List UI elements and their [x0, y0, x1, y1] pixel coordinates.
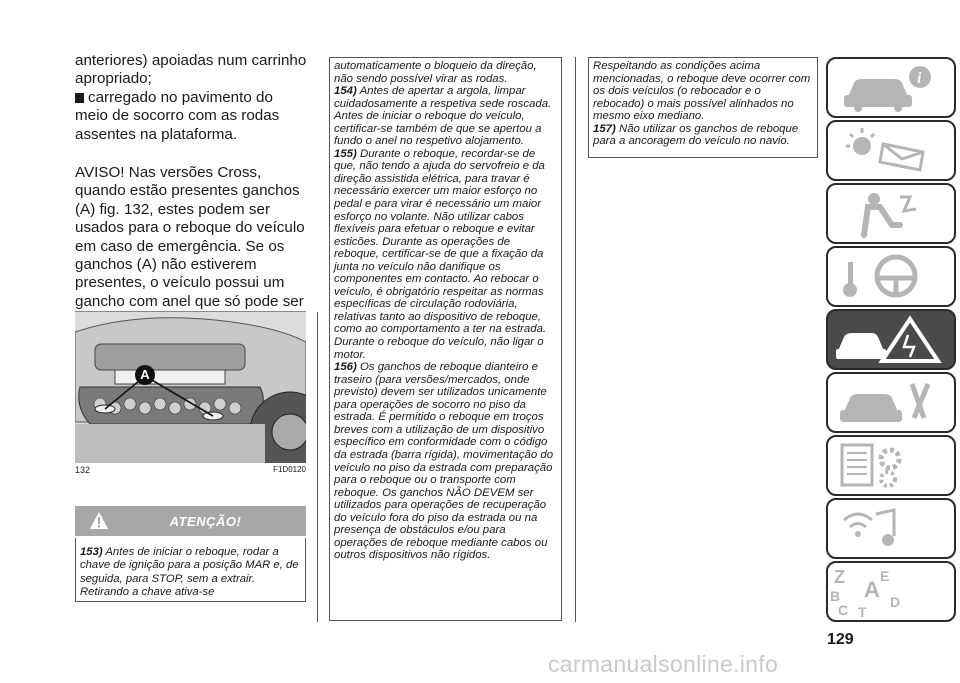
note-number-153: 153) [80, 546, 103, 558]
index-letter: D [890, 594, 901, 610]
car-maintenance-icon [828, 374, 954, 431]
column-rule [575, 57, 576, 622]
note-continuation: automaticamente o bloqueio da direção, não sendo possível virar as rodas. [334, 60, 537, 85]
note-number-154: 154) [334, 85, 357, 98]
note-text-157: Não utilizar os ganchos de reboque para a ancoragem do veículo no navio. [593, 122, 799, 148]
note-number-157: 157) [593, 122, 616, 135]
tab-dashboard-lights[interactable] [826, 120, 956, 181]
warning-paragraph: AVISO! Nas versões Cross, quando estão presentes ganchos (A) fig. 132, estes podem ser usados para o reboque do veículo em caso de emergência. Se os ganchos (A) não estiverem presentes, o veículo possui um gancho com anel que só pode ser [75, 164, 305, 310]
car-front-illustration [75, 312, 306, 463]
tab-technical-data[interactable] [826, 435, 956, 496]
paragraph-continuation: anteriores) apoiadas num carrinho apropriado; [75, 52, 307, 88]
attention-header [75, 506, 306, 536]
bullet-icon [75, 93, 84, 103]
column-rule [317, 312, 318, 622]
note-155 [334, 148, 557, 361]
index-letter: B [830, 588, 841, 604]
tab-safety[interactable] [826, 183, 956, 244]
index-letter: C [838, 602, 849, 618]
dashboard-lights-icon [828, 122, 954, 179]
seat-airbag-icon [828, 185, 954, 242]
tab-starting-driving[interactable] [826, 246, 956, 307]
note-number-156: 156) [334, 361, 357, 374]
figure-caption [75, 463, 306, 477]
bullet-text: carregado no pavimento do meio de socorro com as rodas assentes na plataforma. [75, 88, 280, 143]
svg-text:i: i [917, 70, 922, 87]
note-154 [334, 85, 557, 148]
multimedia-icon [828, 500, 954, 557]
emergency-warning-icon [828, 311, 954, 368]
tab-emergency[interactable] [826, 309, 956, 370]
figure-number: 132 [75, 465, 91, 475]
index-letter: A [864, 577, 880, 602]
note-157 [593, 123, 813, 148]
callout-label-a: A [135, 365, 155, 385]
note-text-155: Durante o reboque, recordar-se de que, não tendo a ajuda do servofreio e da direção assistida elétrica, para travar é necessário exercer um maior esforço no pedal e para virar é necessário um maior esforço no volante. Não utilizar cabos flexíveis para efetuar o reboque e evitar esticões. Durante as operações de reboque, certificar-se de que a fixação da junta no veículo não danifique os componentes em contacto. Ao rebocar o veículo, é obrigatório respeitar as normas específicas de circulação rodoviária, relativas tanto ao dispositivo de reboque, como ao comportamento a ter na estrada. Durante o reboque do veículo, não ligar o motor. [334, 147, 547, 361]
index-letter: Z [834, 567, 845, 587]
figure-front-bumper-tow-hooks [75, 311, 306, 463]
note-continuation: Respeitando as condições acima mencionadas, o reboque deve ocorrer com os dois veículos (o rebocador e o rebocado) o mais possível alinhados no mesmo eixo mediano. [593, 60, 811, 123]
note-text-153: Antes de iniciar o reboque, rodar a chave de ignição para a posição MAR e, de seguida, para STOP, sem a extrair. Retirando a chave ativa-se [80, 546, 299, 599]
attention-body [75, 538, 306, 602]
note-text-154: Antes de apertar a argola, limpar cuidadosamente a respetiva sede roscada. Antes de iniciar o reboque do veículo, certificar-se também de que se apertou a fundo o anel no respetivo alojamento. [334, 85, 552, 148]
note-text-156: Os ganchos de reboque dianteiro e traseiro (para versões/mercados, onde previsto) devem ser utilizados unicamente para operações de socorro no piso da estrada. É permitido o reboque em troços breves com a utilização de um dispositivo específico em conformidade com o código da estrada (barra rígida), movimentação do veículo no piso da estrada com preparação para o reboque ou o transporte com reboque. Os ganchos NÃO DEVEM ser utilizados para operações de recuperação do veículo fora do piso da estrada ou na presença de obstáculos e/ou para operações de reboque mediante cabos ou outros dispositivos não rígidos. [334, 361, 554, 562]
technical-data-icon [828, 437, 954, 494]
attention-title: ATENÇÃO! [169, 514, 242, 529]
body-text-column-1 [75, 52, 307, 330]
figure-code: F1D0120 [273, 465, 306, 474]
note-number-155: 155) [334, 147, 357, 160]
tab-index[interactable] [826, 561, 956, 622]
note-156 [334, 361, 557, 562]
tab-car-info[interactable] [826, 57, 956, 118]
tab-multimedia[interactable] [826, 498, 956, 559]
watermark: carmanualsonline.info [548, 651, 779, 677]
notes-column-2 [329, 57, 562, 621]
tab-maintenance[interactable] [826, 372, 956, 433]
key-steering-wheel-icon [828, 248, 954, 305]
notes-column-3 [588, 57, 818, 158]
index-letter: T [858, 604, 867, 620]
car-info-icon [828, 59, 954, 116]
page-number: 129 [827, 631, 854, 648]
bullet-item [75, 89, 307, 144]
index-letter: E [880, 568, 890, 584]
alphabetical-index-icon [828, 563, 954, 620]
